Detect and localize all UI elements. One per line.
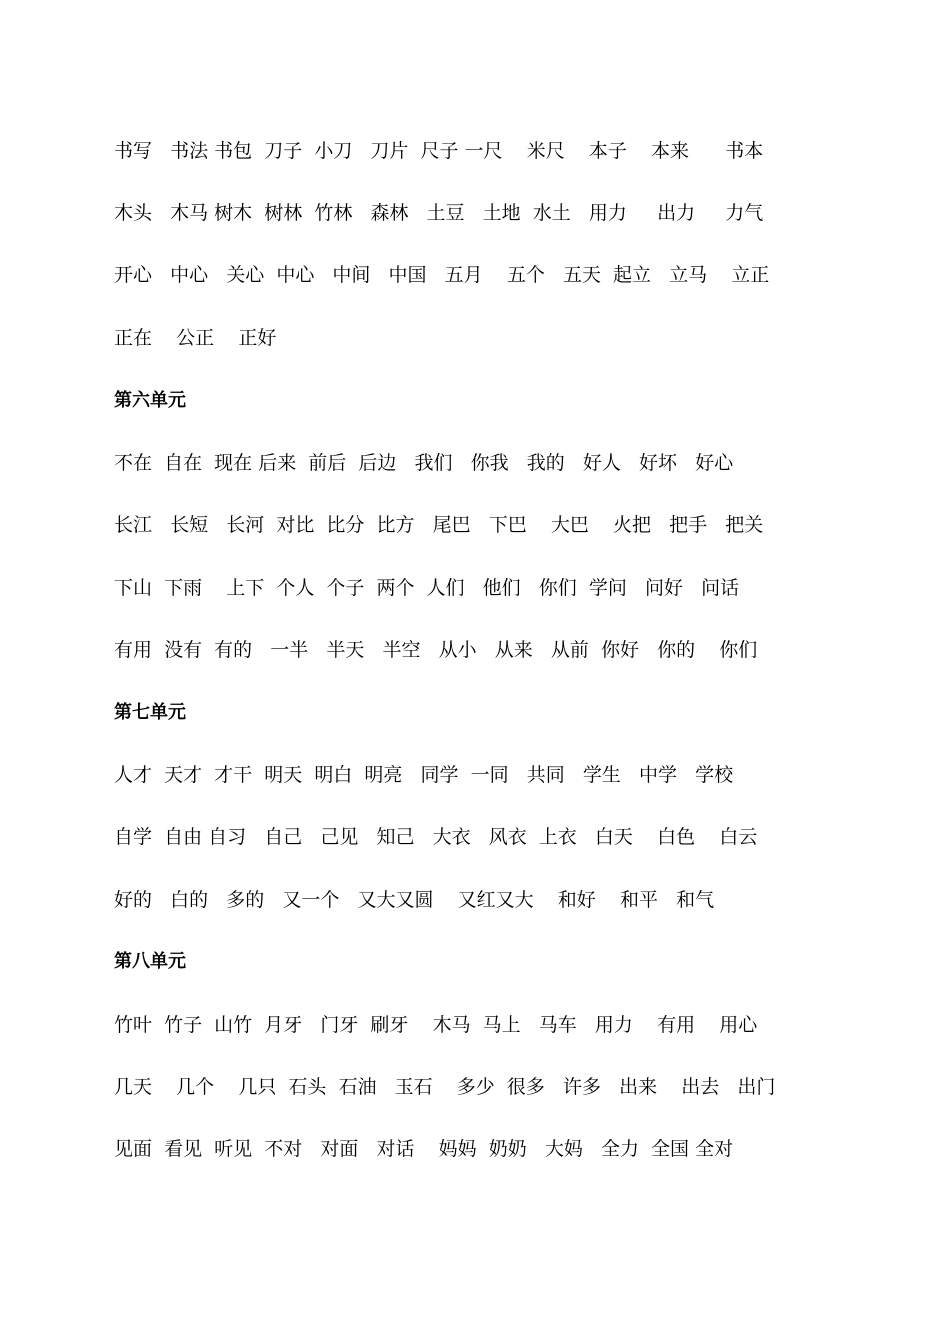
word-line-3: 开心 中心 关心 中心 中间 中国 五月 五个 五天 起立 立马 立正 <box>114 264 770 286</box>
word-line-6: 长江 长短 长河 对比 比分 比方 尾巴 下巴 大巴 火把 把手 把关 <box>114 514 764 536</box>
unit-7-heading: 第七单元 <box>114 702 186 723</box>
word-line-12: 竹叶 竹子 山竹 月牙 门牙 刷牙 木马 马上 马车 用力 有用 用心 <box>114 1014 758 1036</box>
word-line-8: 有用 没有 有的 一半 半天 半空 从小 从来 从前 你好 你的 你们 <box>114 639 758 661</box>
word-line-13: 几天 几个 几只 石头 石油 玉石 多少 很多 许多 出来 出去 出门 <box>114 1076 776 1098</box>
unit-6-heading: 第六单元 <box>114 390 186 411</box>
word-line-5: 不在 自在 现在 后来 前后 后边 我们 你我 我的 好人 好坏 好心 <box>114 452 734 474</box>
word-line-11: 好的 白的 多的 又一个 又大又圆 又红又大 和好 和平 和气 <box>114 889 715 911</box>
word-line-2: 木头 木马 树木 树林 竹林 森林 土豆 土地 水土 用力 出力 力气 <box>114 202 764 224</box>
word-line-4: 正在 公正 正好 <box>114 327 277 349</box>
word-line-7: 下山 下雨 上下 个人 个子 两个 人们 他们 你们 学问 问好 问话 <box>114 577 740 599</box>
word-line-1: 书写 书法 书包 刀子 小刀 刀片 尺子 一尺 米尺 本子 本来 书本 <box>114 140 764 162</box>
word-line-9: 人才 天才 才干 明天 明白 明亮 同学 一同 共同 学生 中学 学校 <box>114 764 734 786</box>
word-line-14: 见面 看见 听见 不对 对面 对话 妈妈 奶奶 大妈 全力 全国 全对 <box>114 1138 734 1160</box>
word-line-10: 自学 自由 自习 自己 己见 知己 大衣 风衣 上衣 白天 白色 白云 <box>114 826 758 848</box>
unit-8-heading: 第八单元 <box>114 951 186 972</box>
